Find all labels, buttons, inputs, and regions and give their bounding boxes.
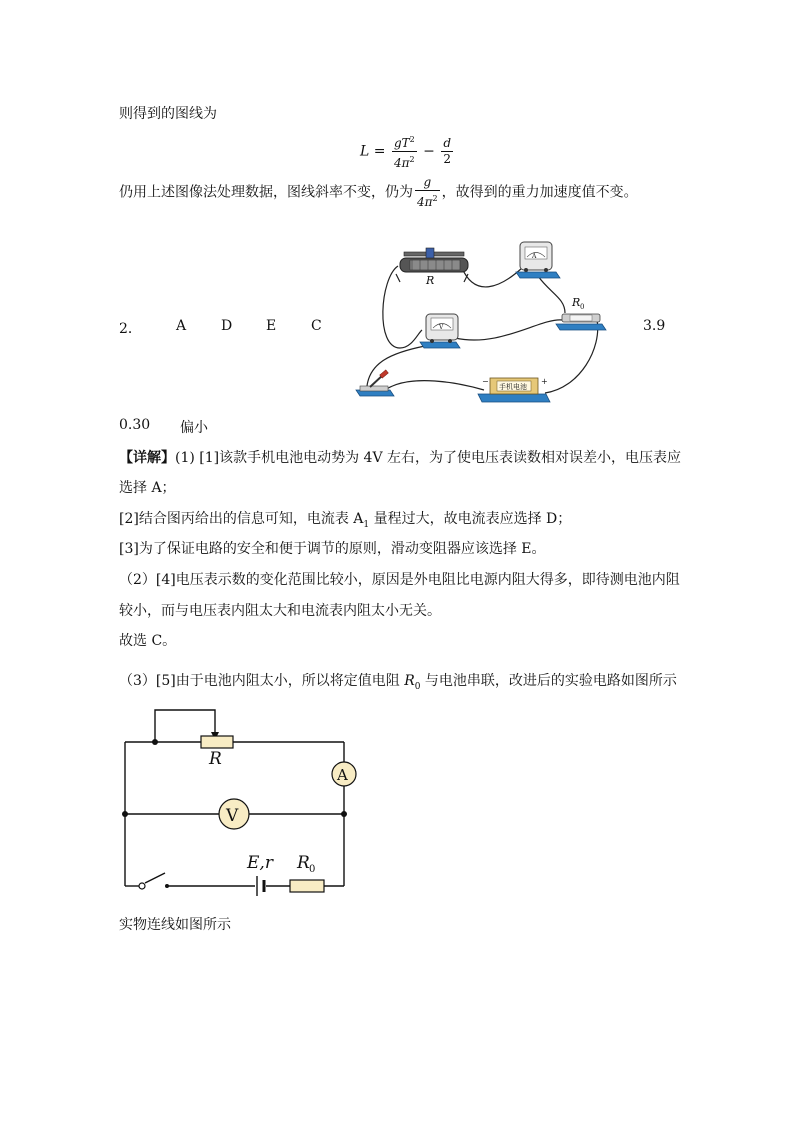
wire-switch-battery (385, 381, 484, 390)
frac2-den: 2 (443, 152, 452, 166)
junction-dot (152, 739, 158, 745)
frac1-num-sup: 2 (409, 135, 415, 144)
q2-value-3: 偏小 (180, 420, 208, 436)
detail-p6-sub: 0 (414, 681, 421, 692)
slope-frac-num: g (415, 175, 440, 191)
q2-answer-2: D (221, 318, 233, 334)
switch-contact (165, 884, 169, 888)
q2-number: 2． (119, 321, 142, 337)
junction-dot (341, 811, 347, 817)
slope-after: ，故得到的重力加速度值不变。 (441, 184, 638, 201)
wire-battery-r0 (545, 320, 598, 393)
detail-p2-sub: 1 (363, 519, 370, 530)
wire-ammeter-r0 (538, 276, 565, 313)
switch-device (356, 370, 394, 396)
detail-p5: 故选 C。 (119, 633, 177, 649)
q2-answer-3: E (266, 318, 277, 334)
detail-p6 (119, 670, 677, 692)
slope-line (119, 175, 638, 210)
voltmeter-device (420, 314, 460, 348)
formula-eq: = (373, 143, 386, 160)
wire-voltmeter-switch (367, 346, 425, 386)
rheostat-label: R (426, 274, 435, 287)
detail-tag: 【详解】 (119, 450, 175, 466)
slope-frac-den-sup: 2 (432, 194, 438, 203)
wire-voltmeter-r0 (455, 320, 562, 340)
detail-p3: [3]为了保证电路的安全和便于调节的原则，滑动变阻器应该选择 E。 (119, 541, 546, 557)
final-text: 实物连线如图所示 (119, 917, 231, 933)
circuit-schematic (115, 700, 365, 900)
r0-symbol-label: R (297, 853, 310, 873)
q2-answer-4: C (311, 318, 322, 334)
q2-value-2: 0.30 (119, 417, 151, 433)
formula-frac1 (392, 132, 417, 171)
wire-rheostat-ammeter (462, 268, 522, 287)
ammeter-symbol-label: A (337, 766, 348, 784)
battery-device (478, 377, 550, 402)
battery-symbol-label: E,r (247, 853, 273, 873)
ammeter-device-label: A (532, 253, 537, 260)
r0-resistor-device (556, 296, 606, 330)
battery-device-label: 手机电池 (499, 383, 527, 391)
junction-dot (122, 811, 128, 817)
formula-lhs: L (360, 143, 370, 160)
q2-answer-1: A (176, 318, 187, 334)
frac1-num: gT (393, 136, 410, 150)
detail-p6-after: 与电池串联，改进后的实验电路如图所示 (420, 673, 677, 689)
ammeter-device (516, 242, 560, 278)
r0-device-label: R (572, 296, 581, 309)
battery-minus-label: − (482, 377, 489, 386)
formula-minus: − (423, 143, 435, 160)
formula-frac2 (441, 136, 453, 167)
frac1-den: 4π (394, 156, 410, 170)
detail-p4b: 较小，而与电压表内阻太大和电流表内阻太小无关。 (119, 603, 441, 619)
detail-p1a (119, 447, 681, 467)
slope-frac (415, 175, 440, 210)
battery-plus-label: + (541, 377, 548, 386)
voltmeter-symbol-label: V (226, 806, 239, 826)
detail-p4a: （2）[4]电压表示数的变化范围比较小，原因是外电阻比电源内阻大得多，即待测电池内阻 (119, 572, 680, 588)
rheostat-symbol-label: R (209, 749, 222, 769)
detail-p2-before: [2]结合图丙给出的信息可知，电流表 A (119, 511, 364, 527)
detail-p1b: 选择 A； (119, 480, 176, 496)
r0-symbol-label-sub: 0 (309, 864, 316, 875)
detail-p6-before: （3）[5]由于电池内阻太小，所以将定值电阻 (119, 673, 405, 689)
detail-p2 (119, 508, 571, 530)
wire-rheostat-voltmeter (383, 266, 422, 348)
slope-before: 仍用上述图像法处理数据，图线斜率不变，仍为 (119, 184, 413, 201)
detail-p2-after: 量程过大，故电流表应选择 D； (369, 511, 572, 527)
r0-symbol (290, 880, 324, 892)
formula-line (360, 132, 455, 171)
rheostat-symbol (201, 736, 233, 748)
r0-device-label-sub: 0 (580, 303, 585, 311)
q2-value-1: 3.9 (643, 318, 666, 334)
frac1-den-sup: 2 (409, 155, 415, 164)
detail-p1a-text: (1) [1]该款手机电池电动势为 4V 左右，为了使电压表读数相对误差小，电压表应 (175, 450, 682, 466)
detail-p6-r: R (404, 673, 415, 689)
switch-contact (139, 883, 145, 889)
intro-text: 则得到的图线为 (119, 106, 217, 122)
slope-frac-den: 4π (417, 195, 433, 209)
voltmeter-device-label: V (439, 324, 444, 331)
frac2-num: d (443, 136, 452, 150)
rheostat (396, 248, 468, 287)
apparatus-illustration (350, 238, 630, 410)
